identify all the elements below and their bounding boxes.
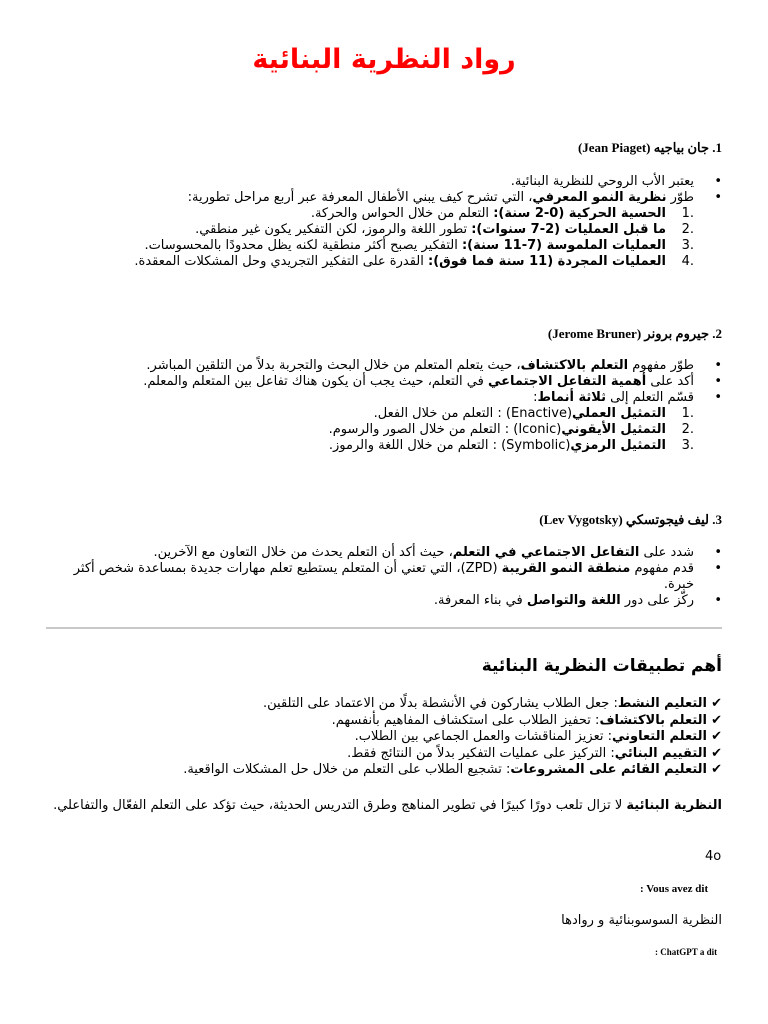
- section-heading-vygotsky: [539, 512, 722, 528]
- stage-item: 3. العمليات الملموسة (7-11 سنة): التفكير يصبح أكثر منطقية لكنه يظل محدودًا بالمحسوسات.: [144, 238, 694, 253]
- vous-avez-dit-label: : Vous avez dit: [640, 883, 709, 895]
- bruner-modes: [101, 406, 694, 454]
- section-heading-bruner: [548, 326, 722, 342]
- mode-item: 2. التمثيل الأيقوني (Iconic): التعلم من خلال الصور والرسوم.: [328, 422, 694, 437]
- section-heading-piaget: [578, 140, 722, 156]
- chatgpt-a-dit-label: : ChatGPT a dit: [655, 947, 718, 957]
- list-item: ✔ التعلم بالاكتشاف: تحفيز الطلاب على استكشاف المفاهيم بأنفسهم.: [183, 713, 722, 730]
- bruner-list: [74, 358, 694, 454]
- mode-item: 1. التمثيل العملي (Enactive): التعلم من خلال الفعل.: [373, 406, 694, 421]
- list-item: • قدم مفهوم منطقة النمو القريبة (ZPD)، التي تعني أن المتعلم يستطيع تعلم مهارات جديدة بمساعدة شخص أكثر خبرة.: [44, 561, 694, 593]
- stage-item: 2. ما قبل العمليات (2-7 سنوات): تطور اللغة والرموز، لكن التفكير يكون غير منطقي.: [195, 222, 694, 237]
- conclusion-paragraph: النظرية البنائية لا تزال تلعب دورًا كبيرًا في تطوير المناهج وطرق التدريس الحديثة، حيث تؤكد على التعلم الفعّال والتفاعلي.: [53, 798, 722, 813]
- heading-latin: (Jerome Bruner): [547, 326, 642, 341]
- list-item: ✔ التعليم النشط: جعل الطلاب يشاركون في الأنشطة بدلًا من الاعتماد على التلقين.: [183, 696, 722, 713]
- list-item: • قسّم التعلم إلى ثلاثة أنماط: 1. التمثيل العملي (Enactive): التعلم من خلال الفعل. 2. التمثيل الأيقوني (Iconic): التعلم من خلال الصور والرسوم. 3. التمثيل الرمزي (Symbolic): التعلم من خلال اللغة والرموز.: [74, 390, 694, 454]
- heading-number: 2.: [712, 326, 722, 341]
- list-item: • طوّر مفهوم التعلم بالاكتشاف، حيث يتعلم المتعلم من خلال البحث والتجربة بدلاً من التلقين المباشر.: [74, 358, 694, 374]
- list-item: ✔ التقييم البنائي: التركيز على عمليات التفكير بدلاً من النتائج فقط.: [183, 746, 722, 763]
- horizontal-divider: [46, 627, 722, 629]
- heading-latin: (Lev Vygotsky): [539, 512, 623, 527]
- heading-number: 3.: [712, 512, 722, 527]
- stage-item: 1. الحسية الحركية (0-2 سنة): التعلم من خلال الحواس والحركة.: [310, 206, 694, 221]
- heading-number: 1.: [712, 140, 722, 155]
- piaget-list: [74, 174, 694, 270]
- list-item: ✔ التعليم القائم على المشروعات: تشجيع الطلاب على التعلم من خلال حل المشكلات الواقعية.: [183, 762, 722, 779]
- heading-name: جيروم برونر: [644, 326, 709, 341]
- piaget-stages: [101, 206, 694, 270]
- list-item: • طوّر نظرية النمو المعرفي، التي تشرح كيف يبني الأطفال المعرفة عبر أربع مراحل تطورية: 1. الحسية الحركية (0-2 سنة): التعلم من خلال الحواس والحركة. 2. ما قبل العمليات (2-7 سنوات): تطور اللغة والرموز، لكن التفكير يكون غير منطقي. 3. العمليات الملموسة (7-11 سنة): التفكير يصبح أكثر منطقية لكنه يظل محدودًا بالمحسوسات. 4. العمليات المجردة (11 سنة فما فوق): القدرة على التفكير التجريدي وحل المشكلات المعقدة.: [74, 190, 694, 270]
- mode-item: 3. التمثيل الرمزي (Symbolic): التعلم من خلال اللغة والرموز.: [328, 438, 694, 453]
- list-item: • أكد على أهمية التفاعل الاجتماعي في التعلم، حيث يجب أن يكون هناك تفاعل بين المتعلم والمعلم.: [74, 374, 694, 390]
- stage-item: 4. العمليات المجردة (11 سنة فما فوق): القدرة على التفكير التجريدي وحل المشكلات المعقدة.: [134, 254, 694, 269]
- page-title: رواد النظرية البنائية: [252, 44, 516, 75]
- user-query: النظرية السوسوبنائية و روادها: [561, 913, 722, 928]
- list-item: • يعتبر الأب الروحي للنظرية البنائية.: [74, 174, 694, 190]
- applications-list: [183, 696, 722, 779]
- heading-latin: (Jean Piaget): [577, 140, 651, 155]
- applications-heading: أهم تطبيقات النظرية البنائية: [481, 656, 722, 676]
- list-item: • ركّز على دور اللغة والتواصل في بناء المعرفة.: [44, 593, 694, 609]
- heading-name: ليف فيجوتسكي: [625, 512, 709, 527]
- heading-name: جان بياجيه: [653, 140, 709, 155]
- list-item: • شدد على التفاعل الاجتماعي في التعلم، حيث أكد أن التعلم يحدث من خلال التعاون مع الآخرين.: [44, 545, 694, 561]
- list-item: ✔ التعلم التعاوني: تعزيز المناقشات والعمل الجماعي بين الطلاب.: [183, 729, 722, 746]
- vygotsky-list: [44, 545, 694, 609]
- model-label: 4o: [705, 849, 722, 864]
